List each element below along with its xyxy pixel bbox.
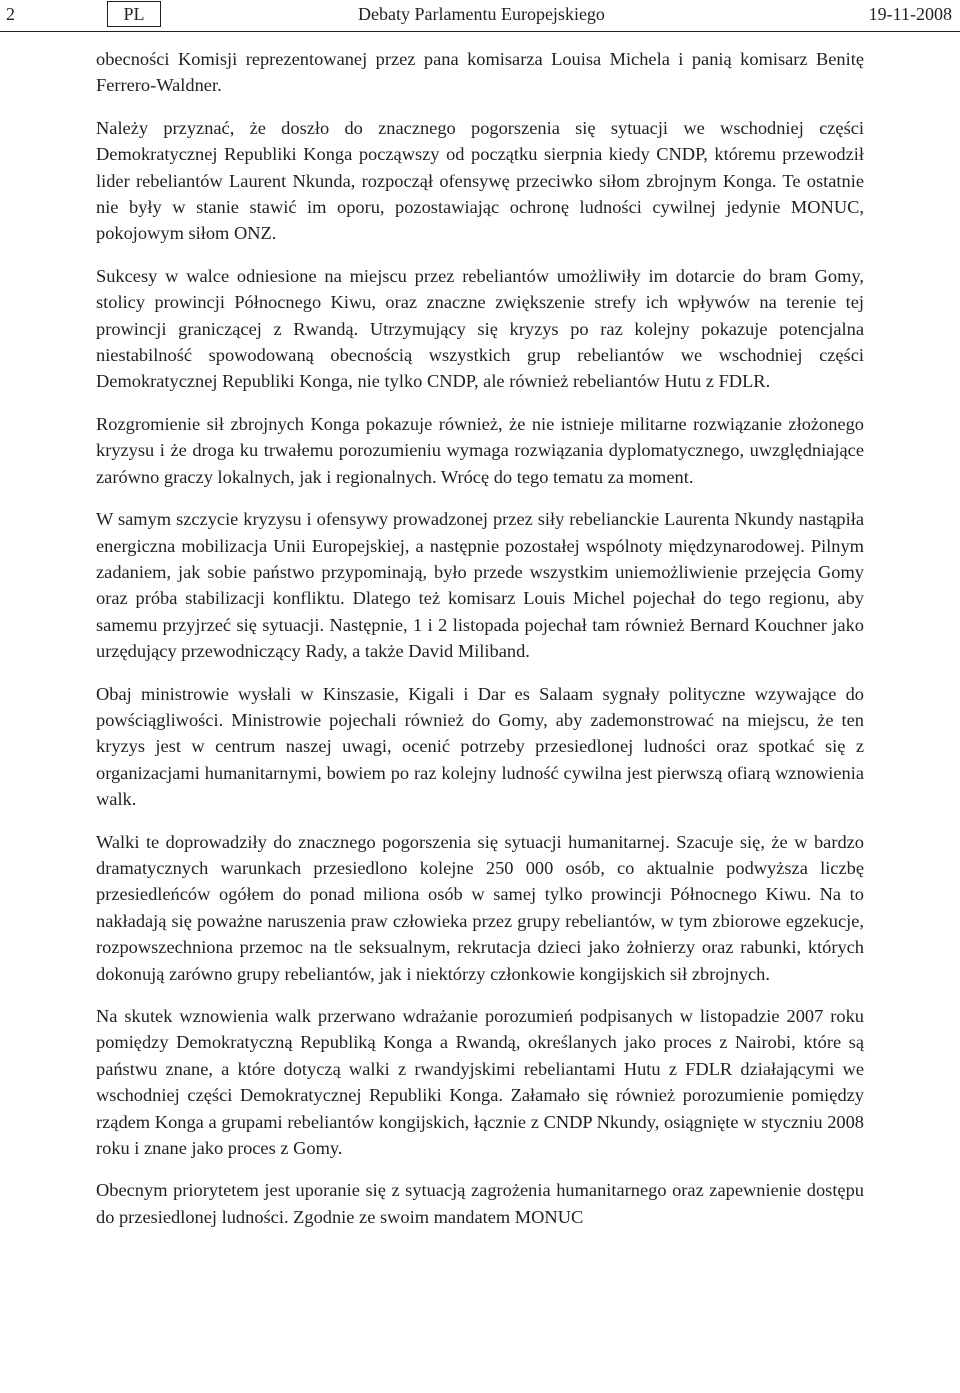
paragraph: Należy przyznać, że doszło do znacznego pogorszenia się sytuacji we wschodniej części Demokratycznej Republiki Konga począwszy od początku sierpnia kiedy CNDP, któremu przewodził lider rebeliantów Laurent Nkunda, rozpoczął ofensywę przeciwko siłom zbrojnym Konga. Te ostatnie nie były w stanie stawić im oporu, pozostawiając ochronę ludności cywilnej jedynie MONUC, pokojowym siłom ONZ.	[96, 117, 864, 244]
paragraph: Sukcesy w walce odniesione na miejscu przez rebeliantów umożliwiły im dotarcie do bram Gomy, stolicy prowincji Północnego Kiwu, oraz znaczne zwiększenie strefy ich wpływów na terenie tej prowincji graniczącej z Rwandą. Utrzymujący się kryzys po raz kolejny pokazuje potencjalna niestabilność spowodowaną obecnością wszystkich grup rebeliantów we wschodniej części Demokratycznej Republiki Konga, nie tylko CNDP, ale również rebeliantów Hutu z FDLR.	[96, 265, 864, 392]
paragraph: obecności Komisji reprezentowanej przez pana komisarza Louisa Michela i panią komisarz Benitę Ferrero-Waldner.	[96, 49, 864, 96]
language-badge: PL	[107, 1, 161, 27]
paragraph: Obecnym priorytetem jest uporanie się z sytuacją zagrożenia humanitarnego oraz zapewnienie dostępu do przesiedlonej ludności. Zgodnie ze swoim mandatem MONUC	[96, 1180, 864, 1227]
paragraph: Na skutek wznowienia walk przerwano wdrażanie porozumień podpisanych w listopadzie 2007 roku pomiędzy Demokratyczną Republiką Konga a Rwandą, określanych jako proces z Nairobi, które są państwu znane, a które dotyczą walki z rwandyjskimi rebeliantami Hutu z FDLR działającymi we wschodniej części Demokratycznej Republiki Konga. Załamało się również porozumienie pomiędzy rządem Konga a grupami rebeliantów kongijskich, łącznie z CNDP Nkundy, osiągnięte w styczniu 2008 roku i znane jako proces z Gomy.	[96, 1006, 864, 1159]
paragraph: Walki te doprowadziły do znacznego pogorszenia się sytuacji humanitarnej. Szacuje się, że w bardzo dramatycznych warunkach przesiedlono kolejne 250 000 osób, co aktualnie podwyższa liczbę przesiedleńców ogółem do ponad miliona osób w samej tylko prowincji Północnego Kiwu. Na to nakładają się poważne naruszenia praw człowieka przez grupy rebeliantów, w tym zbiorowe egzekucje, rozpowszechniona przemoc na tle seksualnym, rekrutacja dzieci jako żołnierzy oraz rabunki, których dokonują zarówno grupy rebeliantów, jak i niektórzy członkowie kongijskich sił zbrojnych.	[96, 831, 864, 984]
document-body	[96, 46, 864, 1246]
page-header	[0, 0, 960, 32]
paragraph: Rozgromienie sił zbrojnych Konga pokazuje również, że nie istnieje militarne rozwiązanie złożonego kryzysu i że droga ku trwałemu porozumieniu wymaga rozwiązania dyplomatycznego, uwzględniające zarówno graczy lokalnych, jak i regionalnych. Wrócę do tego tematu za moment.	[96, 413, 864, 487]
paragraph: Obaj ministrowie wysłali w Kinszasie, Kigali i Dar es Salaam sygnały polityczne wzywające do powściągliwości. Ministrowie pojechali również do Gomy, aby zademonstrować na miejscu, że ten kryzys jest w centrum naszej uwagi, ocenić potrzeby przesiedlonej ludności oraz spotkać się z organizacjami humanitarnymi, bowiem po raz kolejny ludność cywilna jest pierwszą ofiarą wznowienia walk.	[96, 683, 864, 810]
paragraph: W samym szczycie kryzysu i ofensywy prowadzonej przez siły rebelianckie Laurenta Nkundy nastąpiła energiczna mobilizacja Unii Europejskiej, a następnie pozostałej wspólnoty międzynarodowej. Pilnym zadaniem, jak sobie państwo przypominają, było przede wszystkim uniemożliwienie przejęcia Gomy oraz próba stabilizacji konfliktu. Dlatego też komisarz Louis Michel pojechał do tego regionu, aby samemu przyjrzeć się sytuacji. Następnie, 1 i 2 listopada pojechał tam również Bernard Kouchner jako urzędujący przewodniczący Rady, a także David Miliband.	[96, 509, 864, 662]
page-number: 2	[6, 4, 15, 24]
header-divider	[0, 31, 960, 32]
document-title: Debaty Parlamentu Europejskiego	[358, 4, 605, 24]
document-date: 19-11-2008	[868, 4, 952, 24]
